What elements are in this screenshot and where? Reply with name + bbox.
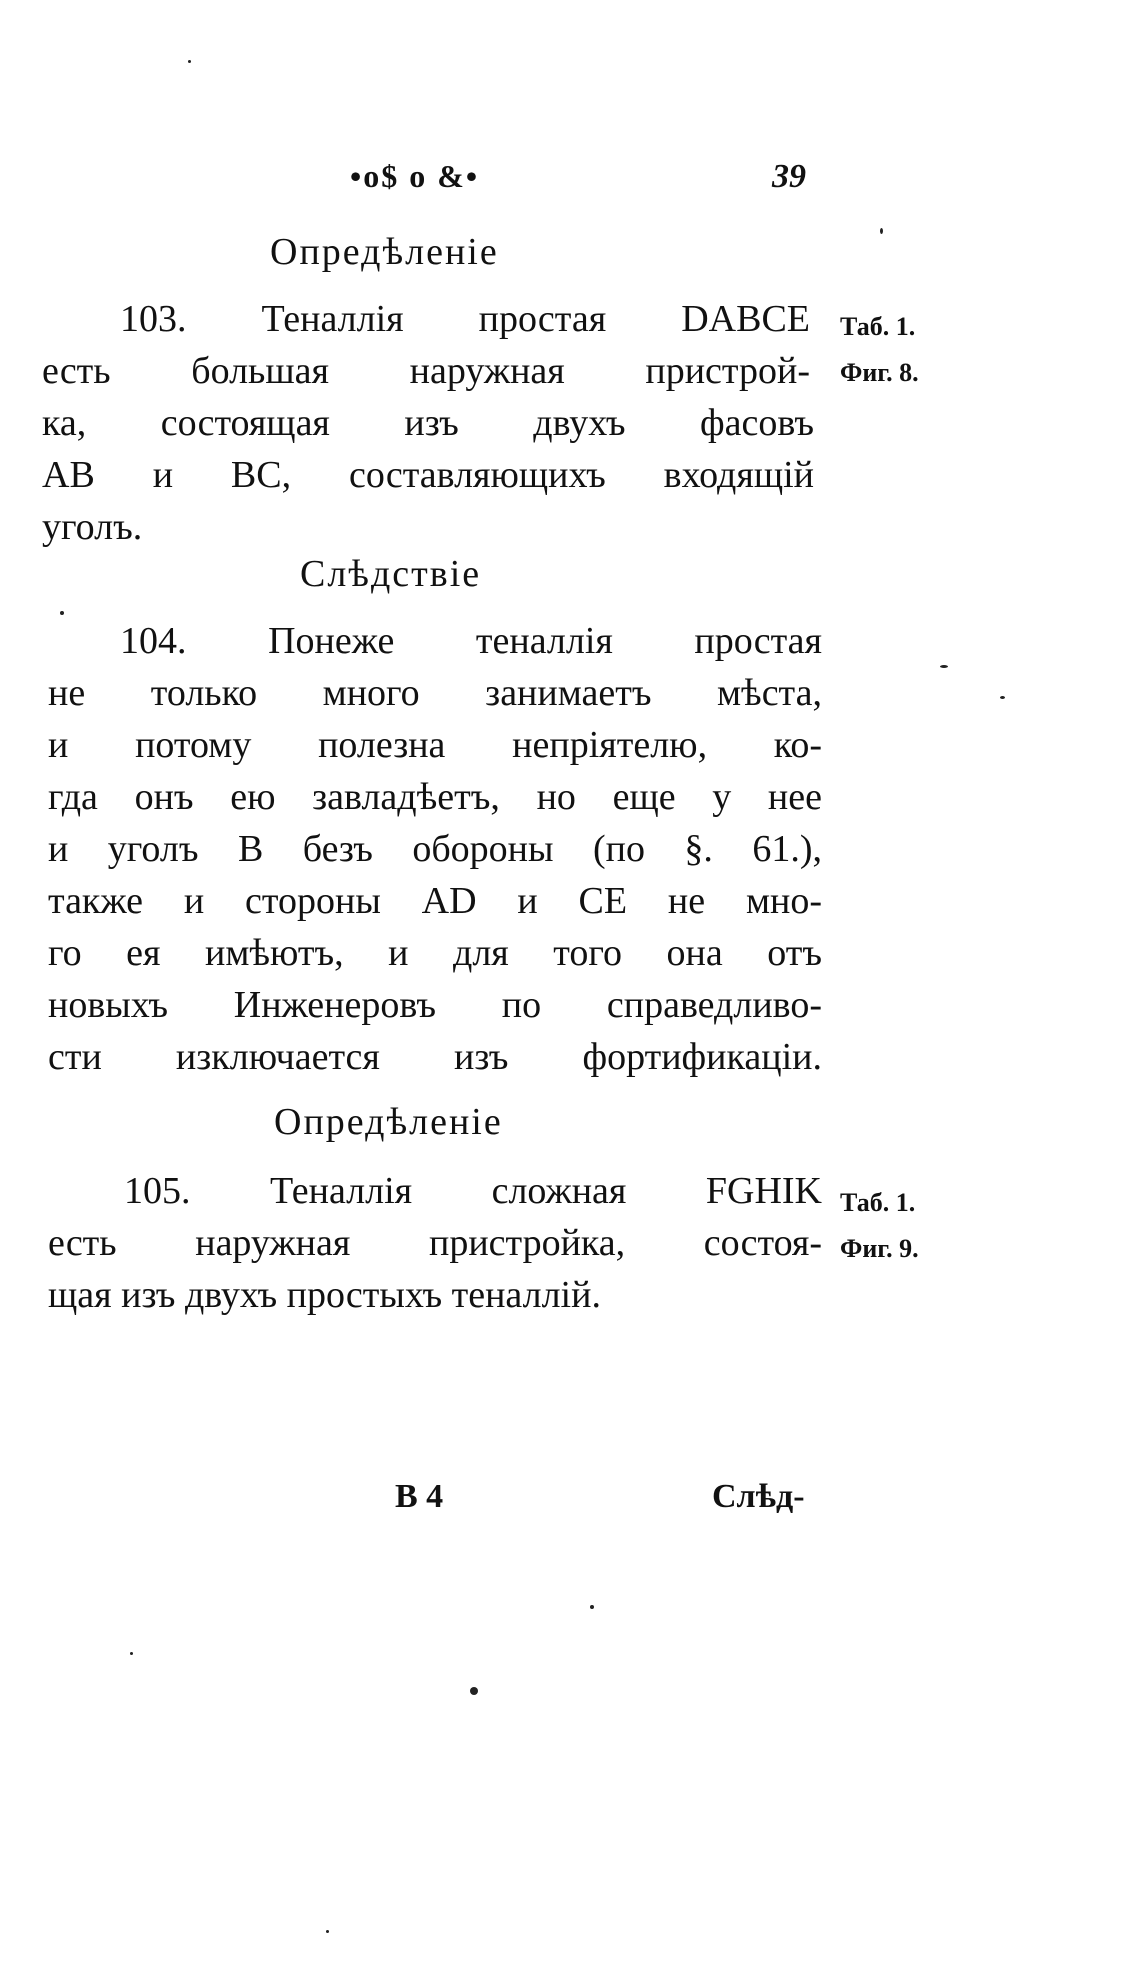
text-line: новыхъ Инженеровъ по справедливо- [48,984,822,1026]
margin-note-figure: Фиг. 9. [840,1234,919,1263]
text-line: 103. Теналлія простая DABCE [120,298,810,340]
text-line: есть большая наружная пристрой- [42,350,810,392]
text-line: не только много занимаетъ мѣста, [48,672,822,714]
dust-speck [470,1687,478,1695]
section-heading: Опредѣленіе [270,231,499,273]
text-line: также и стороны AD и CE не мно- [48,880,822,922]
dust-speck [1000,696,1005,699]
text-line: сти изключается изъ фортификаціи. [48,1036,822,1078]
dust-speck [326,1930,329,1933]
text-line: щая изъ двухъ простыхъ теналлій. [48,1274,601,1316]
text-line: гда онъ ею завладѣетъ, но еще у нее [48,776,822,818]
dust-speck [60,611,64,615]
text-line: ка, состоящая изъ двухъ фасовъ [42,402,814,444]
page-number: 39 [772,158,806,195]
dust-speck [590,1605,594,1609]
text-line: го ея имѣютъ, и для того она отъ [48,932,822,974]
head-ornament: •о$ о &• [350,158,480,194]
catchword: Слѣд- [712,1478,805,1515]
section-heading: Опредѣленіе [274,1101,503,1143]
text-line: уголъ. [42,506,143,548]
text-line: и уголъ B безъ обороны (по §. 61.), [48,828,822,870]
dust-speck [188,60,191,63]
margin-note-table: Таб. 1. [840,312,916,341]
dust-speck [130,1652,133,1655]
text-line: 105. Теналлія сложная FGHIK [124,1170,822,1212]
text-line: AB и BC, составляющихъ входящій [42,454,814,496]
section-heading: Слѣдствіе [300,553,482,595]
dust-speck [880,228,883,234]
margin-note-table: Таб. 1. [840,1188,916,1217]
text-line: и потому полезна непріятелю, ко- [48,724,822,766]
text-line: 104. Понеже теналлія простая [120,620,822,662]
dust-speck [940,665,948,668]
signature-mark: B 4 [395,1478,444,1515]
text-line: есть наружная пристройка, состоя- [48,1222,822,1264]
running-head [350,158,810,198]
margin-note-figure: Фиг. 8. [840,358,919,387]
